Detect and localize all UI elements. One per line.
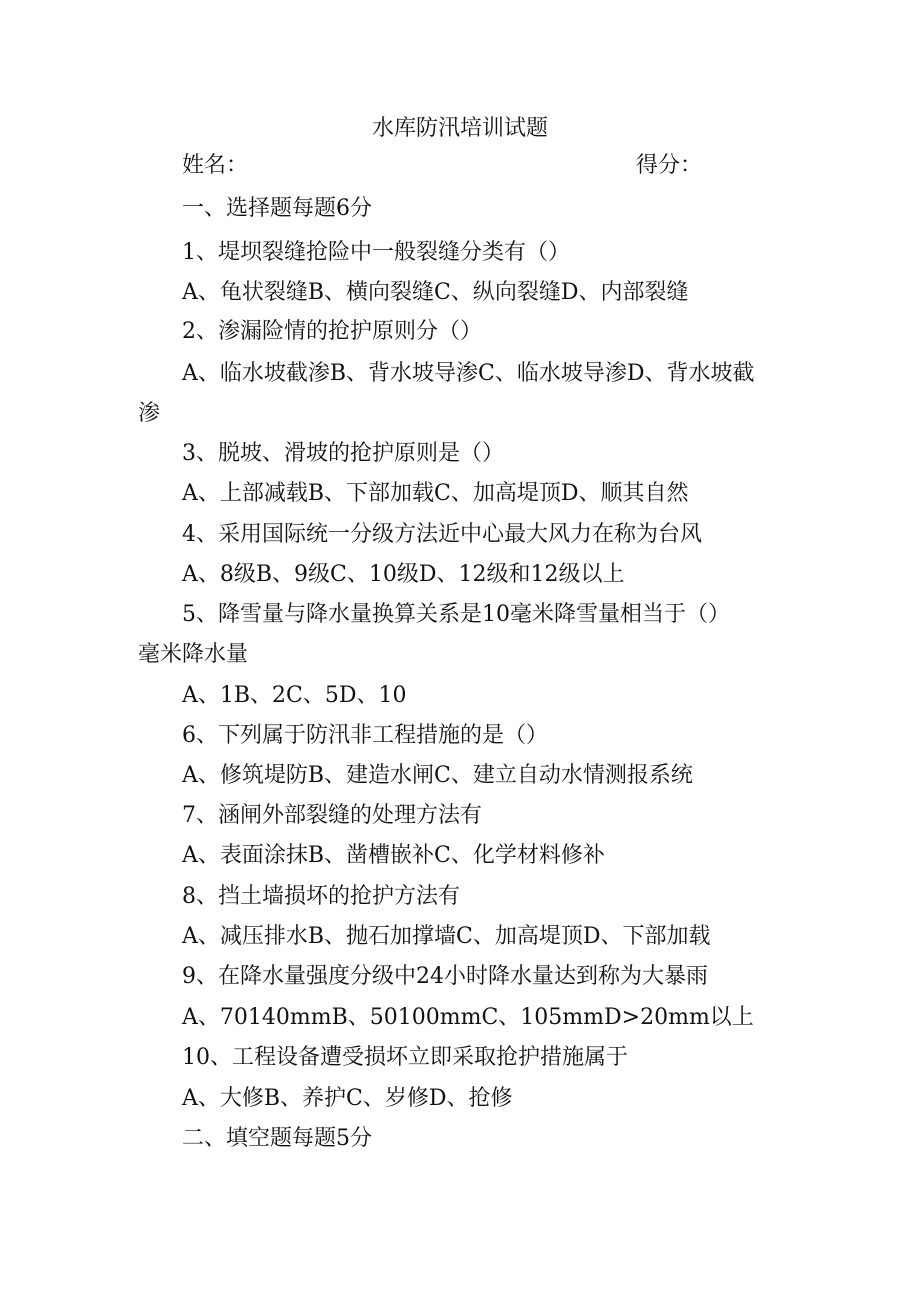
question-1: 1、堤坝裂缝抢险中一般裂缝分类有（）: [182, 240, 570, 265]
options-6: A、修筑堤防B、建造水闸C、建立自动水情测报系统: [182, 763, 693, 788]
question-8: 8、挡土墙损坏的抢护方法有: [182, 884, 460, 909]
options-2-continued: 渗: [138, 401, 161, 426]
question-5-continued: 毫米降水量: [138, 642, 249, 667]
question-2: 2、渗漏险情的抢护原则分（）: [182, 319, 482, 344]
page-title: 水库防汛培训试题: [371, 116, 548, 141]
question-4: 4、采用国际统一分级方法近中心最大风力在称为台风: [182, 522, 702, 547]
question-9: 9、在降水量强度分级中24小时降水量达到称为大暴雨: [182, 964, 708, 989]
name-label: 姓名：: [182, 153, 249, 178]
options-2: A、临水坡截渗B、背水坡导渗C、临水坡导渗D、背水坡截: [182, 361, 755, 386]
options-10: A、大修B、养护C、岁修D、抢修: [182, 1086, 513, 1111]
question-3: 3、脱坡、滑坡的抢护原则是（）: [182, 441, 504, 466]
question-7: 7、涵闸外部裂缝的处理方法有: [182, 803, 482, 828]
options-7: A、表面涂抹B、凿槽嵌补C、化学材料修补: [182, 843, 605, 868]
options-9: A、70140mmB、50100mmC、105mmD>20mm以上: [182, 1005, 754, 1030]
section-heading-choice: 一、选择题每题6分: [182, 196, 372, 221]
options-8: A、减压排水B、抛石加撑墙C、加高堤顶D、下部加载: [182, 924, 711, 949]
options-1: A、龟状裂缝B、横向裂缝C、纵向裂缝D、内部裂缝: [182, 280, 689, 305]
score-label: 得分：: [636, 153, 703, 178]
options-4: A、8级B、9级C、10级D、12级和12级以上: [182, 562, 625, 587]
question-10: 10、工程设备遭受损坏立即采取抢护措施属于: [182, 1045, 628, 1070]
options-5: A、1B、2C、5D、10: [182, 683, 407, 708]
options-3: A、上部减载B、下部加载C、加高堤顶D、顺其自然: [182, 481, 689, 506]
question-5: 5、降雪量与降水量换算关系是10毫米降雪量相当于（）: [182, 602, 730, 627]
section-heading-fill-in: 二、填空题每题5分: [182, 1126, 372, 1151]
question-6: 6、下列属于防汛非工程措施的是（）: [182, 723, 548, 748]
